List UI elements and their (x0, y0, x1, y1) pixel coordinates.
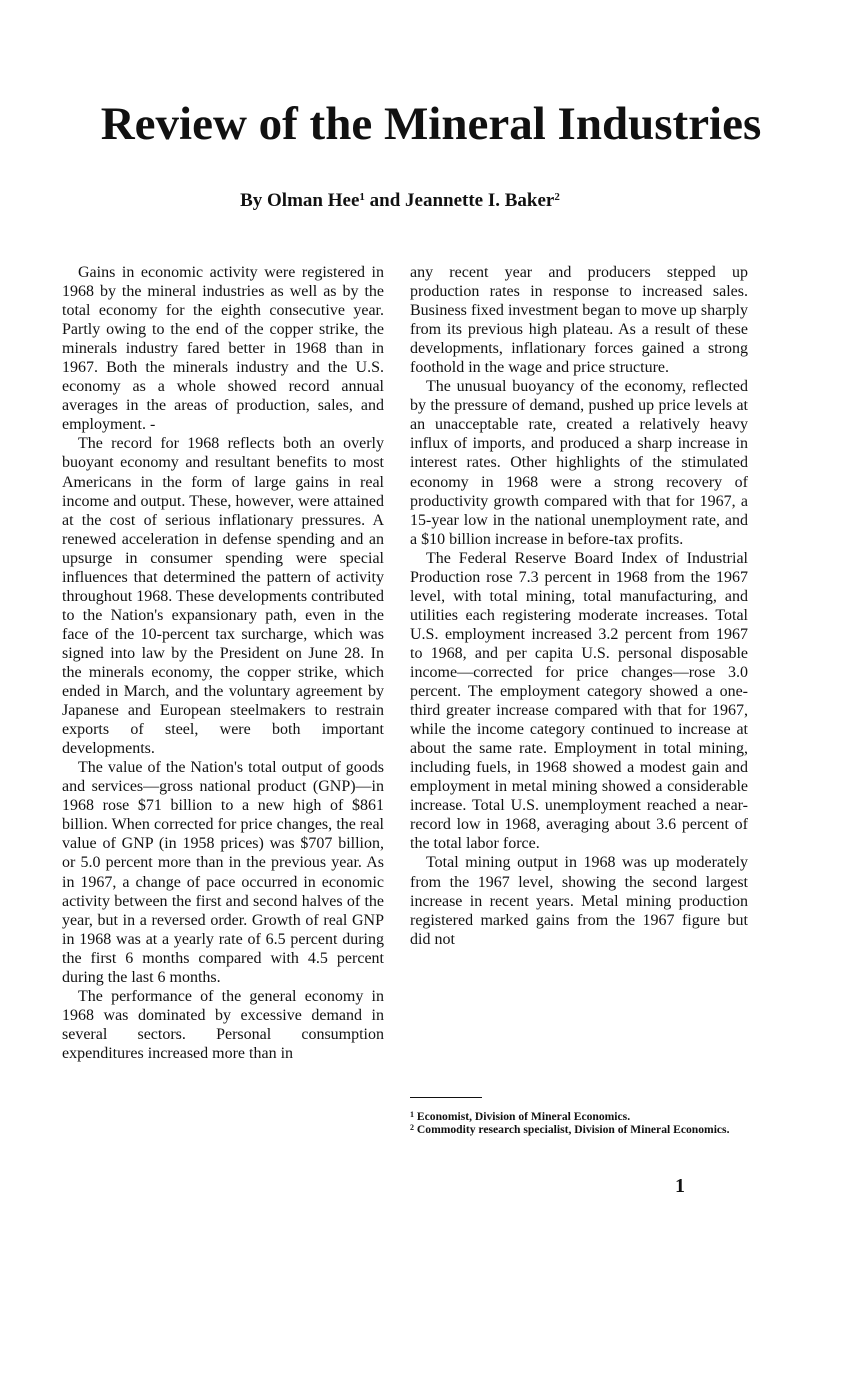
footnote-2-text: Commodity research specialist, Division of Mineral Economics. (414, 1123, 730, 1136)
byline-author-2: and Jeannette I. Baker (364, 190, 555, 211)
left-column (62, 263, 384, 1063)
byline (0, 189, 800, 213)
footnote-2-marker: 2 (410, 1123, 414, 1132)
byline-footnote-marker-2: 2 (554, 191, 560, 203)
paragraph-2: The record for 1968 reflects both an overly buoyant economy and resultant benefits to most Americans in the form of large gains in real income and output. These, however, were attained at the cost of serious inflationary pressures. A renewed acceleration in defense spending and an upsurge in consumer spending were special influences that determined the pattern of activity throughout 1968. These developments contributed to the Nation's expansionary path, even in the face of the 10-percent tax surcharge, which was signed into law by the President on June 28. In the minerals economy, the copper strike, which ended in March, and the voluntary agreement by Japanese and European steelmakers to restrain exports of steel, were both important developments. (62, 435, 384, 758)
paragraph-7: Total mining output in 1968 was up moderately from the 1967 level, showing the second largest increase in recent years. Metal mining production registered marked gains from the 1967 figure but did not (410, 854, 748, 948)
page-number: 1 (675, 1175, 685, 1197)
footnote-1-text: Economist, Division of Mineral Economics. (414, 1110, 631, 1123)
article-title: Review of the Mineral Industries (100, 98, 762, 150)
footnote-1-marker: 1 (410, 1110, 414, 1119)
paragraph-3: The value of the Nation's total output of goods and services—gross national product (GNP)—in 1968 rose $71 billion to a new high of $861 billion. When corrected for price changes, the real value of GNP (in 1958 prices) was $707 billion, or 5.0 percent more than in the previous year. As in 1967, a change of pace occurred in economic activity between the first and second halves of the year, but in a reversed order. Growth of real GNP in 1968 was at a yearly rate of 6.5 percent during the first 6 months compared with 4.5 percent during the last 6 months. (62, 759, 384, 986)
paragraph-4-continued: any recent year and producers stepped up production rates in response to increased sales. Business fixed investment began to move up sharply from its previous high plateau. As a result of these developments, inflationary forces gained a strong foothold in the wage and price structure. (410, 264, 748, 377)
footnotes (410, 1110, 748, 1136)
paragraph-5: The unusual buoyancy of the economy, reflected by the pressure of demand, pushed up price levels at an unacceptable rate, created a relatively heavy influx of imports, and produced a sharp increase in interest rates. Other highlights of the stimulated economy in 1968 were a strong recovery of productivity growth compared with that for 1967, a 15-year low in the national unemployment rate, and a $10 billion increase in before-tax profits. (410, 378, 748, 548)
paragraph-6: The Federal Reserve Board Index of Industrial Production rose 7.3 percent in 1968 from the 1967 level, with total mining, total manufacturing, and utilities each registering moderate increases. Total U.S. employment increased 3.2 percent from 1967 to 1968, and per capita U.S. personal disposable income—corrected for price changes—rose 3.0 percent. The employment category showed a one-third greater increase compared with that for 1967, while the income category continued to increase at about the same rate. Employment in total mining, including fuels, in 1968 showed a modest gain and employment in metal mining showed a considerable increase. Total U.S. unemployment reached a near-record low in 1968, averaging about 3.6 percent of the total labor force. (410, 549, 748, 853)
right-column (410, 263, 748, 949)
paragraph-4-start: The performance of the general economy in 1968 was dominated by excessive demand in several sectors. Personal consumption expenditures increased more than in (62, 987, 384, 1062)
paragraph-1: Gains in economic activity were registered in 1968 by the mineral industries as well as by the total economy for the eighth consecutive year. Partly owing to the end of the copper strike, the minerals industry fared better in 1968 than in 1967. Both the minerals industry and the U.S. economy as a whole showed record annual averages in the areas of production, sales, and employment. - (62, 264, 384, 434)
byline-author-1: By Olman Hee (240, 190, 360, 211)
footnote-1 (410, 1110, 748, 1123)
byline-footnote-marker-1: 1 (359, 191, 365, 203)
footnote-2 (410, 1123, 748, 1136)
footnote-divider (410, 1097, 482, 1098)
